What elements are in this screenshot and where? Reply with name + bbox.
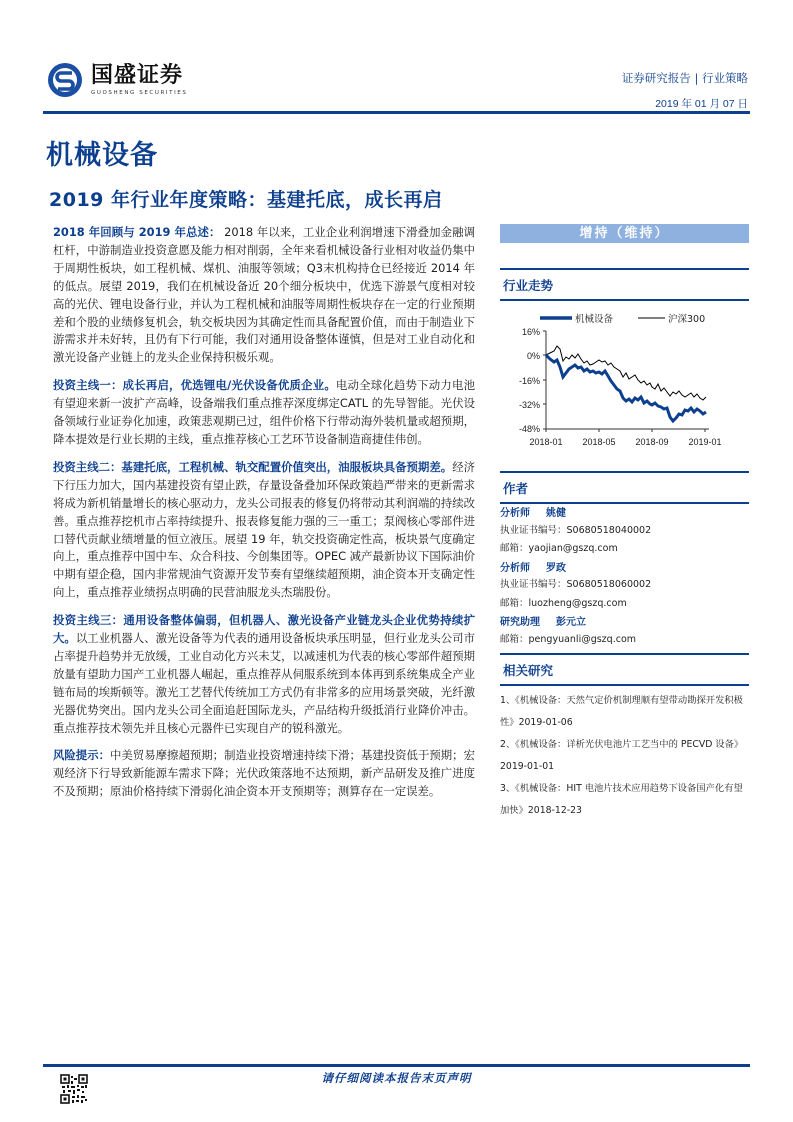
- logo-cn: 国盛证券: [91, 63, 184, 88]
- report-meta: [622, 70, 748, 111]
- author-role: 研究助理: [500, 617, 540, 628]
- author-name: 彭元立: [556, 617, 586, 628]
- section-theme-3: [53, 612, 475, 737]
- section-text: 经济下行压力加大，国内基建投资有望止跌，存量设备叠加环保政策趋严带来的更新需求将成为新机销量增长的核心驱动力，龙头公司报表的修复仍将带动其利润端的持续改善。重点推荐挖机市占率持续提升、报表修复能力强的三一重工；泵阀核心零部件进口替代贡献业绩增量的恒立液压。展望 19 年，轨交投资确定性高，板块景气度确定向上，重点推荐中国中车、众合科技、今创集团等。OPEC 减产最新协议下国际油价中期有望企稳，国内非常规油气资源开发节奏有望继续超预期，油企资本开支确定性向上，重点推荐业绩拐点明确的民营油服龙头杰瑞股份。: [53, 459, 475, 600]
- author-card: [500, 559, 749, 614]
- section-lead: 2018 年回顾与 2019 年总述：: [53, 225, 221, 239]
- cert-number: S0680518060002: [566, 579, 652, 590]
- x-tick: 2018-09: [635, 437, 669, 447]
- legend-series-2: 沪深300: [668, 314, 706, 325]
- email-label: 邮箱：: [500, 633, 529, 645]
- report-date: 2019 年 01 月 07 日: [655, 98, 748, 110]
- section-risk: [53, 747, 475, 801]
- section-theme-1: [53, 377, 475, 449]
- cert-label: 执业证书编号：: [500, 524, 567, 536]
- author-role: 分析师: [500, 562, 530, 574]
- section-text: 中美贸易摩擦超预期；制造业投资增速持续下滑；基建投资低于预期；宏观经济下行导致新能源车需求下降；光伏政策落地不达预期，新产品研发及推广进度不及预期；原油价格持续下滑弱化油企资本开支预期等；测算存在一定误差。: [53, 748, 475, 799]
- y-tick: -48%: [518, 424, 540, 434]
- author-role: 分析师: [500, 508, 530, 519]
- section-text: 以工业机器人、激光设备等为代表的通用设备板块承压明显，但行业龙头公司市占率提升趋势并无放缓，工业自动化方兴未艾，以减速机为代表的核心零部件超预期放量有望助力国产工业机器人崛起，重点推荐从伺服系统到本体再到系统集成全产业链布局的埃斯顿等。激光工艺替代传统加工方式仍有非常多的应用场景突破，光纤激光器优势突出。国内龙头公司全面追赶国际龙头，产品结构升级抵消行业降价冲击。重点推荐技术领先并且核心元器件已实现自产的锐科激光。: [53, 631, 475, 735]
- section-lead: 投资主线一：成长再启，优选锂电/光伏设备优质企业。: [53, 378, 336, 393]
- sector-title: 机械设备: [46, 140, 158, 171]
- x-tick: 2019-01: [688, 437, 722, 447]
- x-tick: 2018-01: [529, 437, 563, 447]
- section-lead: 投资主线三：通用设备整体偏弱，但机器人、激光设备产业链龙头企业优势持续扩大。: [53, 613, 475, 646]
- section-text: 电动全球化趋势下动力电池有望迎来新一波扩产高峰，设备端我们重点推荐深度绑定CATL 的先导智能。光伏设备领域行业证券化加速，政策悲观期已过，组件价格下行带动海外装机量或超预期，降本提效是行业长期的主线，重点推荐核心工艺环节设备制造商捷佳伟创。: [53, 378, 475, 446]
- y-tick: 0%: [526, 351, 540, 361]
- author-email[interactable]: yaojian@gszq.com: [528, 543, 618, 554]
- related-item[interactable]: 1、《机械设备：天然气定价机制理顺有望带动勘探开发积极性》2019-01-06: [500, 695, 743, 728]
- email-label: 邮箱：: [500, 597, 529, 609]
- logo-en: GUOSHENG SECURITIES: [91, 90, 188, 96]
- email-label: 邮箱：: [500, 543, 529, 554]
- author-name: 罗政: [546, 562, 566, 574]
- header-divider: [43, 111, 750, 114]
- section-lead: 投资主线二：基建托底，工程机械、轨交配置价值突出，油服板块具备预期差。: [53, 459, 453, 474]
- company-logo: [47, 62, 187, 98]
- cert-label: 执业证书编号：: [500, 579, 567, 590]
- series-machinery-line: [546, 355, 706, 421]
- related-heading: 相关研究: [500, 653, 749, 686]
- sidebar: [500, 224, 749, 822]
- guosheng-logo-icon: [47, 62, 83, 98]
- report-type: 证券研究报告 | 行业策略: [621, 71, 748, 85]
- author-email[interactable]: luozheng@gszq.com: [528, 597, 627, 609]
- related-item[interactable]: 2、《机械设备：详析光伏电池片工艺当中的 PECVD 设备》2019-01-01: [500, 739, 744, 772]
- legend-series-1: 机械设备: [575, 314, 614, 325]
- x-tick: 2018-05: [582, 437, 616, 447]
- y-tick: -16%: [518, 376, 540, 386]
- summary-body: [53, 224, 475, 811]
- rating-badge: 增持（维持）: [500, 224, 749, 243]
- author-name: 姚健: [546, 508, 566, 519]
- report-title: 2019 年行业年度策略：基建托底，成长再启: [49, 189, 443, 211]
- trend-chart: [500, 301, 749, 471]
- y-tick: -32%: [518, 400, 540, 410]
- related-list: [500, 686, 749, 822]
- section-text: 2018 年以来，工业企业利润增速下滑叠加金融调杠杆，中游制造业投资意愿及能力相对削弱，全年来看机械设备行业相对收益仍集中于周期性板块，如工程机械、煤机、油服等领域；Q3末机构持仓已经接近 2014 年的低点。展望 2019，我们在机械设备近 20个细分板块中，优选下游景气度相对较高的光伏、锂电设备行业，并认为工程机械和油服等周期性板块存在一定的行业预期差和个股的业绩修复机会，轨交板块因为其确定性而具备配置价值，而由于制造业下游需求并未好转，且仍有下行可能，我们对通用设备整体谨慎，但是对工业自动化和激光设备产业链上的龙头企业保持积极乐观。: [53, 225, 475, 365]
- section-lead: 风险提示：: [53, 748, 111, 763]
- y-tick: 16%: [521, 327, 540, 337]
- author-email[interactable]: pengyuanli@gszq.com: [528, 633, 637, 645]
- section-theme-2: [53, 459, 475, 602]
- author-card: [500, 613, 749, 649]
- section-review: [53, 224, 475, 367]
- authors-heading: 作者: [500, 471, 749, 504]
- author-card: [500, 504, 749, 559]
- footer-divider: [43, 1064, 750, 1067]
- related-item[interactable]: 3、《机械设备：HIT 电池片技术应用趋势下设备国产化有望加快》2018-12-23: [500, 783, 743, 816]
- cert-number: S0680518040002: [566, 524, 652, 536]
- footer-disclaimer: 请仔细阅读本报告末页声明: [321, 1071, 472, 1085]
- line-chart: [500, 301, 749, 471]
- trend-heading: 行业走势: [500, 268, 749, 301]
- series-hs300-line: [546, 346, 706, 400]
